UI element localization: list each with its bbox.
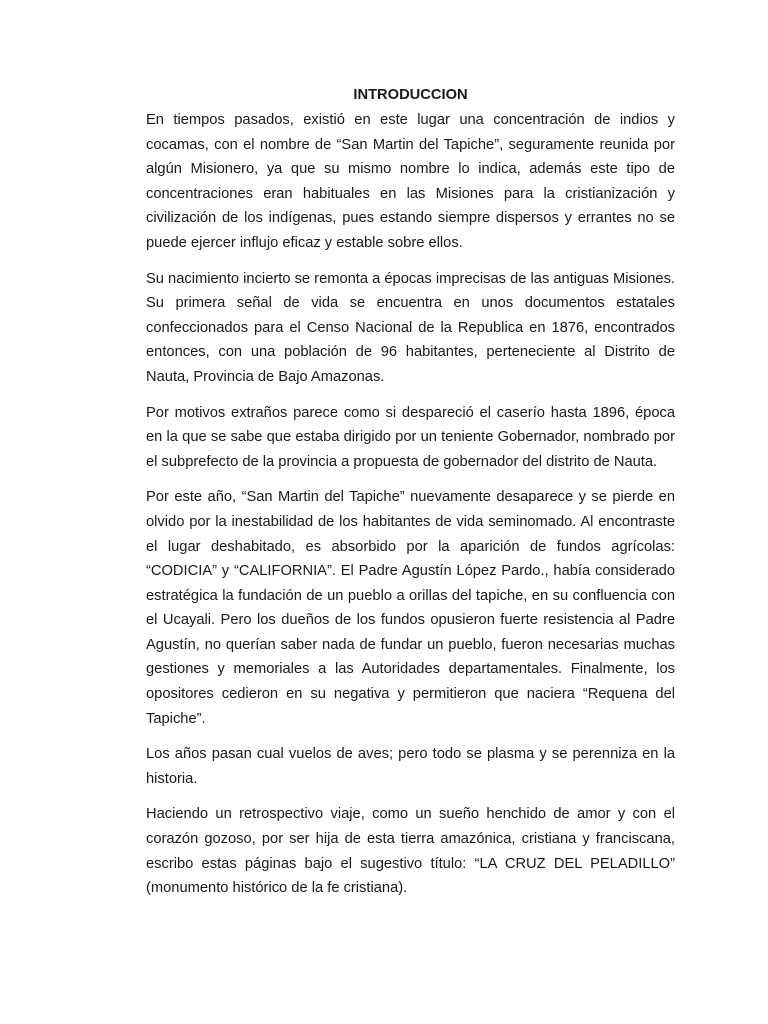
document-page <box>146 86 675 912</box>
paragraph-1: En tiempos pasados, existió en este lugar una concentración de indios y cocamas, con el nombre de “San Martin del Tapiche”, seguramente reunida por algún Misionero, ya que su mismo nombre lo indica, además este tipo de concentraciones eran habituales en las Misiones para la cristianización y civilización de los indígenas, pues estando siempre dispersos y errantes no se puede ejercer influjo eficaz y estable sobre ellos. <box>146 112 675 251</box>
paragraph-5: Los años pasan cual vuelos de aves; pero todo se plasma y se perenniza en la historia. <box>146 746 675 787</box>
document-title: INTRODUCCION <box>353 87 468 103</box>
paragraph-3: Por motivos extraños parece como si despareció el caserío hasta 1896, época en la que se sabe que estaba dirigido por un teniente Gobernador, nombrado por el subprefecto de la provincia a propuesta de gobernador del distrito de Nauta. <box>146 404 675 470</box>
paragraph-2: Su nacimiento incierto se remonta a épocas imprecisas de las antiguas Misiones. Su primera señal de vida se encuentra en unos documentos estatales confeccionados para el Censo Nacional de la Republica en 1876, encontrados entonces, con una población de 96 habitantes, perteneciente al Distrito de Nauta, Provincia de Bajo Amazonas. <box>146 270 676 385</box>
paragraph-6: Haciendo un retrospectivo viaje, como un sueño henchido de amor y con el corazón gozoso, por ser hija de esta tierra amazónica, cristiana y franciscana, escribo estas páginas bajo el sugestivo título: “LA CRUZ DEL PELADILLO” (monumento histórico de la fe cristiana). <box>146 806 675 897</box>
paragraph-4: Por este año, “San Martin del Tapiche” nuevamente desaparece y se pierde en olvido por la inestabilidad de los habitantes de vida seminomado. Al encontraste el lugar deshabitado, es absorbido por la aparición de fundos agrícolas: “CODICIA” y “CALIFORNIA”. El Padre Agustín López Pardo., había considerado estratégica la fundación de un pueblo a orillas del tapiche, en su confluencia con el Ucayali. Pero los dueños de los fundos opusieron fuerte resistencia al Padre Agustín, no querían saber nada de fundar un pueblo, fueron necesarias muchas gestiones y memoriales a las Autoridades departamentales. Finalmente, los opositores cedieron en su negativa y permitieron que naciera “Requena del Tapiche”. <box>146 489 675 727</box>
